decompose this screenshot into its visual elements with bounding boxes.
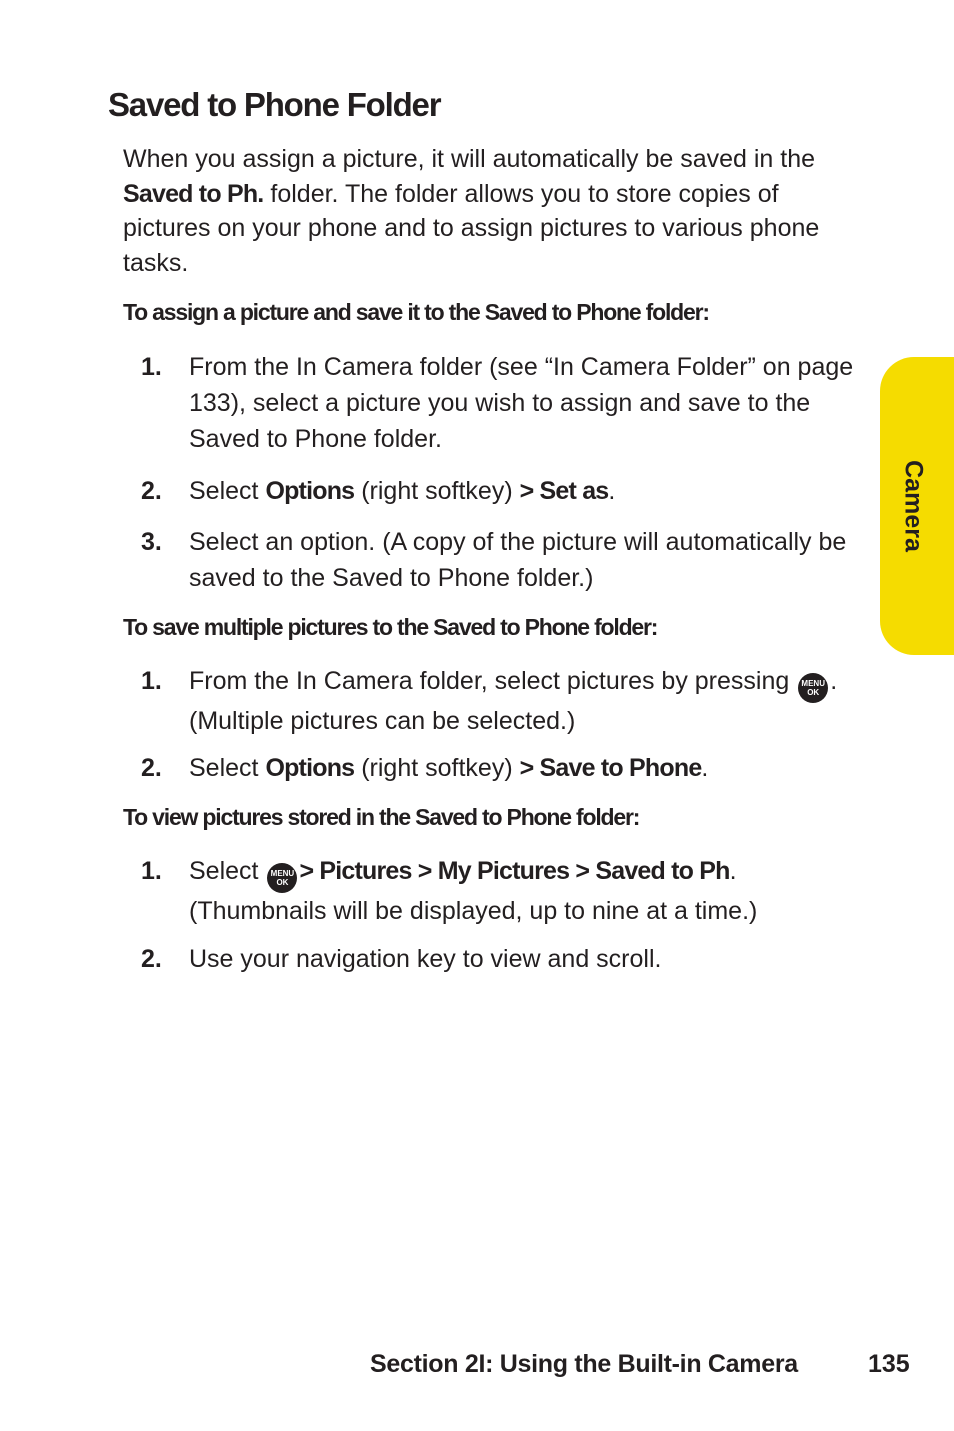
menu-ok-key-icon: MENU OK — [267, 863, 297, 893]
intro-text-end: folder. The folder allows you to store copies of pictures on your phone and to assign pictures to various phone tasks. — [123, 179, 820, 278]
page-number: 135 — [868, 1350, 910, 1378]
options-key-label: Options — [265, 477, 355, 505]
section-tab-label: Camera — [899, 460, 928, 552]
footer-section-title: Section 2I: Using the Built-in Camera — [370, 1350, 798, 1378]
step-text-part: . — [701, 754, 709, 782]
view-heading: To view pictures stored in the Saved to Phone folder: — [123, 804, 640, 830]
step-text-part: . (Thumbnails will be displayed, up to nine at a time.) — [189, 857, 758, 925]
options-key-label: Options — [265, 754, 355, 782]
step-text — [189, 473, 869, 509]
step-text: Select an option. (A copy of the picture will automatically be saved to the Saved to Phone folder.) — [189, 528, 847, 592]
step-number: 2. — [141, 945, 162, 973]
step-text-part: (right softkey) — [354, 477, 520, 505]
intro-text: When you assign a picture, it will automatically be saved in the — [123, 145, 816, 173]
step-text-part: Select — [189, 754, 266, 782]
menu-path-label: > Pictures > My Pictures > Saved to Ph — [299, 857, 730, 885]
step-text: Use your navigation key to view and scroll. — [189, 945, 662, 973]
step-text-part: Select — [189, 477, 266, 505]
set-as-label: > Set as — [519, 477, 609, 505]
step-text-part: . (Multiple pictures can be selected.) — [189, 667, 838, 735]
step-text — [189, 750, 869, 786]
step-text — [189, 663, 869, 739]
multiple-heading: To save multiple pictures to the Saved to Phone folder: — [123, 614, 658, 640]
intro-folder-name: Saved to Ph. — [123, 179, 264, 208]
step-number: 2. — [141, 754, 162, 782]
intro-paragraph — [123, 142, 863, 281]
step-text — [189, 853, 869, 929]
menu-ok-key-icon: MENU OK — [798, 673, 828, 703]
step-number: 1. — [141, 667, 162, 695]
step-number: 3. — [141, 528, 162, 556]
step-text-part: From the In Camera folder, select pictures by pressing — [189, 667, 797, 695]
assign-heading: To assign a picture and save it to the Saved to Phone folder: — [123, 299, 709, 325]
step-text-part: . — [608, 477, 616, 505]
step-number: 1. — [141, 353, 162, 381]
page-title: Saved to Phone Folder — [108, 86, 441, 123]
step-number: 2. — [141, 477, 162, 505]
step-text: From the In Camera folder (see “In Camera Folder” on page 133), select a picture you wish to assign and save to the Saved to Phone folder. — [189, 353, 854, 453]
step-text-part: (right softkey) — [354, 754, 520, 782]
step-text-part: Select — [189, 857, 266, 885]
save-to-phone-label: > Save to Phone — [519, 754, 702, 782]
step-number: 1. — [141, 857, 162, 885]
